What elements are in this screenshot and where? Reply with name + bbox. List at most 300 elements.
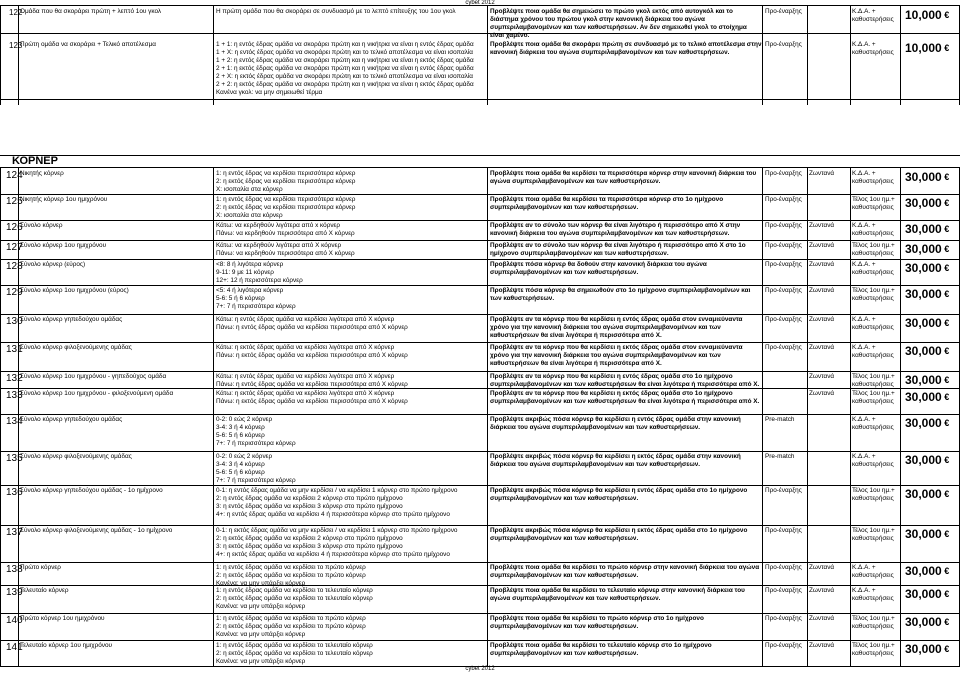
table-row: [0, 41, 960, 101]
bet-settlement: Κ.Δ.Α. + καθυστερήσεις: [852, 416, 894, 431]
euro-icon: €: [941, 589, 950, 599]
bet-description: Προβλέψτε αν το σύνολο των κόρνερ θα είναι λιγότερο ή περισσότερο από Χ στο 1ο ημίχρονο συμπεριλαμβανομένων και των καθυστερήσεων.: [490, 242, 746, 257]
bet-options: [216, 222, 480, 238]
bet-period: Ζωντανά: [809, 242, 835, 249]
column-divider: [18, 167, 19, 666]
euro-icon: €: [941, 617, 950, 627]
bet-status: Προ-έναρξης: [765, 615, 802, 622]
row-number: 135: [6, 453, 23, 464]
bet-type: Νικητής κόρνερ: [20, 170, 64, 177]
bet-status: Προ-έναρξης: [765, 8, 802, 15]
bet-settlement: Τέλος 1ου ημ.+ καθυστερήσεις: [852, 373, 895, 388]
bet-period: Ζωντανά: [809, 316, 835, 323]
bet-amount-value: 30,000: [905, 587, 942, 601]
bet-amount-value: 30,000: [905, 453, 942, 467]
bet-type: Σύνολο κόρνερ γηπεδούχου ομάδας: [20, 316, 123, 323]
bet-settlement: Τέλος 1ου ημ.+ καθυστερήσεις: [852, 390, 895, 405]
row-number: 129: [6, 287, 23, 298]
bet-amount: [905, 170, 957, 184]
row-divider: [0, 240, 960, 241]
bet-option: Κάτω: η εκτός έδρας ομάδα να κερδίσει λιγότερα από Χ κόρνερ: [216, 344, 395, 351]
bet-options: [216, 642, 480, 666]
row-divider: [0, 388, 960, 389]
row-divider: [0, 525, 960, 526]
column-divider: [900, 167, 901, 666]
bet-status: Pre-match: [765, 453, 795, 460]
bet-description: Προβλέψτε ποια ομάδα θα σκοράρει πρώτη σε συνδυασμό με το τελικό αποτέλεσμα στην κανονική διάρκεια του αγώνα συμπεριλαμβανομένων και των καθυστερήσεων.: [490, 41, 762, 56]
bet-description: Προβλέψτε αν το σύνολο των κόρνερ θα είναι λιγότερο ή περισσότερο από Χ στην κανονική διάρκεια του αγώνα συμπεριλαμβανομένων και των καθυστερήσεων.: [490, 222, 741, 237]
row-number: 128: [6, 261, 23, 272]
bet-amount: [905, 8, 957, 22]
bet-amount-value: 30,000: [905, 242, 942, 256]
row-divider: [0, 414, 960, 415]
bet-amount-value: 30,000: [905, 222, 942, 236]
table-row: [0, 222, 960, 242]
bet-option: 1 + 1: η εντός έδρας ομάδα να σκοράρει πρώτη και η νικήτρια να είναι η εντός έδρας ομάδα: [216, 41, 474, 48]
bet-option: Χ: ισοπαλία στα κόρνερ: [216, 212, 283, 219]
bet-settlement: Κ.Δ.Α. + καθυστερήσεις: [852, 587, 894, 602]
bet-option: Κανένα γκολ: να μην σημειωθεί τέρμα: [216, 89, 323, 96]
bet-option: 1: η εντός έδρας ομάδα να κερδίσει το τελευταίο κόρνερ: [216, 642, 373, 649]
euro-icon: €: [941, 529, 950, 539]
bet-amount: [905, 41, 957, 55]
bet-description: Προβλέψτε ακριβώς πόσα κόρνερ θα κερδίσει η εκτός έδρας ομάδα στο 1ο ημίχρονο συμπεριλαμβανομένων και των καθυστερήσεων.: [490, 527, 748, 542]
column-divider: [18, 5, 19, 105]
bet-period: Ζωντανά: [809, 373, 835, 380]
row-number: 139: [6, 587, 23, 598]
bet-option: 5-6: 5 ή 6 κόρνερ: [216, 469, 265, 476]
bet-option: 1: η εντός έδρας ομάδα να κερδίσει το πρώτο κόρνερ: [216, 615, 366, 622]
row-number: 123: [9, 41, 23, 50]
row-divider: [0, 99, 960, 100]
column-divider: [0, 5, 1, 105]
bet-options: [216, 416, 480, 448]
table-row: [0, 453, 960, 487]
bet-status: Προ-έναρξης: [765, 344, 802, 351]
column-divider: [213, 167, 214, 666]
bet-option: 3-4: 3 ή 4 κόρνερ: [216, 424, 265, 431]
bet-options: [216, 8, 480, 16]
bet-description: Προβλέψτε ποια ομάδα θα κερδίσει τα περισσότερα κόρνερ στην κανονική διάρκεια του αγώνα συμπεριλαμβανομένων και των καθυστερήσεων.: [490, 170, 757, 185]
table-row: [0, 416, 960, 453]
bet-option: <8: 8 ή λιγότερα κόρνερ: [216, 261, 284, 268]
euro-icon: €: [941, 263, 950, 273]
bet-option: 3: η εκτός έδρας ομάδα να κερδίσει 3 κόρνερ στο πρώτο ημίχρονο: [216, 543, 403, 550]
bet-type: Σύνολο κόρνερ 1ου ημιχρόνου - φιλοξενούμενη ομάδα: [20, 390, 174, 397]
bet-settlement: Τέλος 1ου ημ.+ καθυστερήσεις: [852, 242, 895, 257]
bet-description: Προβλέψτε αν τα κόρνερ που θα κερδίσει η εκτός έδρας ομάδα στο 1ο ημίχρονο συμπεριλαμβανομένων και των καθυστερήσεων θα είναι λιγότερα ή περισσότερα από Χ.: [490, 390, 760, 405]
bet-description: Προβλέψτε αν τα κόρνερ που θα κερδίσει η εντός έδρας ομάδα στον ενναμιεύναντα χρόνο για την κανονική διάρκεια του αγώνα συμπεριλαμβανομένων και των καθυστερήσεων θα είναι λιγότερα ή περισσότερα από Χ.: [490, 316, 743, 339]
bet-options: [216, 287, 480, 311]
column-divider: [807, 5, 808, 105]
bet-amount-value: 30,000: [905, 196, 942, 210]
bet-option: Κανένα: να μην υπάρξει κόρνερ: [216, 631, 306, 638]
column-divider: [900, 5, 901, 105]
euro-icon: €: [941, 43, 950, 53]
bet-status: Προ-έναρξης: [765, 287, 802, 294]
euro-icon: €: [941, 644, 950, 654]
bet-option: 3-4: 3 ή 4 κόρνερ: [216, 461, 265, 468]
euro-icon: €: [941, 244, 950, 254]
column-divider: [762, 5, 763, 105]
bet-description: Προβλέψτε πόσα κόρνερ θα δοθούν στην κανονική διάρκεια του αγώνα συμπεριλαμβανομένων και των καθυστερήσεων.: [490, 261, 707, 276]
bet-option: 12+: 12 ή περισσότερα κόρνερ: [216, 277, 303, 284]
bet-type: Σύνολο κόρνερ φιλοξενούμενης ομάδας - 1ο ημίχρονο: [20, 527, 173, 534]
euro-icon: €: [941, 318, 950, 328]
bet-option: 2: η εκτός έδρας να κερδίσει περισσότερα κόρνερ: [216, 204, 356, 211]
bet-settlement: Κ.Δ.Α. + καθυστερήσεις: [852, 170, 894, 185]
bet-amount-value: 30,000: [905, 642, 942, 656]
table-row: [0, 390, 960, 416]
bet-option: Κανένα: να μην υπάρξει κόρνερ: [216, 580, 306, 587]
row-number: 137: [6, 527, 23, 538]
row-number: 134: [6, 416, 23, 427]
bet-description: Προβλέψτε ποια ομάδα θα κερδίσει το πρώτο κόρνερ στην κανονική διάρκεια του αγώνα συμπεριλαμβανομένων και των καθυστερήσεων.: [490, 564, 760, 579]
euro-icon: €: [941, 289, 950, 299]
bet-type: Πρώτη ομάδα να σκοράρει + Τελικό αποτέλεσμα: [20, 41, 156, 48]
bet-options: [216, 453, 480, 485]
bet-option: 0-1: η εκτός έδρας ομάδα να μην κερδίσει / να κερδίσει 1 κόρνερ στο πρώτο ημίχρονο: [216, 527, 458, 534]
bet-description: Προβλέψτε ποια ομάδα θα κερδίσει το τελευταίο κόρνερ στο 1ο ημίχρονο συμπεριλαμβανομένων και των καθυστερήσεων.: [490, 642, 712, 657]
bet-option: Πάνω: να κερδηθούν περισσότερα από Χ κόρνερ: [216, 250, 355, 257]
bet-type: Σύνολο κόρνερ φιλοξενούμενης ομάδας: [20, 453, 132, 460]
bet-option: Η πρώτη ομάδα που θα σκοράρει σε συνδυασμό με το λεπτό επίτευξης του 1ου γκολ: [216, 8, 456, 15]
table-row: [0, 8, 960, 39]
bet-option: 0-1: η εντός έδρας ομάδα να μην κερδίσει / να κερδίσει 1 κόρνερ στο πρώτο ημίχρονο: [216, 487, 458, 494]
row-number: 131: [6, 344, 23, 355]
bet-status: Προ-έναρξης: [765, 527, 802, 534]
row-divider: [0, 285, 960, 286]
bet-amount-value: 30,000: [905, 261, 942, 275]
bet-amount-value: 30,000: [905, 416, 942, 430]
row-number: 136: [6, 487, 23, 498]
bet-amount: [905, 416, 957, 430]
bet-status: Προ-έναρξης: [765, 242, 802, 249]
bet-amount: [905, 564, 957, 578]
bet-amount-value: 30,000: [905, 564, 942, 578]
row-divider: [0, 220, 960, 221]
bet-description: Προβλέψτε ακριβώς πόσα κόρνερ θα κερδίσει η εκτός έδρας ομάδα στην κανονική διάρκεια του αγώνα συμπεριλαμβανομένων και των καθυστερήσεων.: [490, 453, 741, 468]
bet-option: 1 + 2: η εντός έδρας ομάδα να σκοράρει πρώτη και η νικήτρια να είναι η εκτός έδρας ομάδα: [216, 57, 474, 64]
bet-amount-value: 30,000: [905, 527, 942, 541]
bet-option: Πάνω: η εκτός έδρας ομάδα να κερδίσει περισσότερα από Χ κόρνερ: [216, 398, 408, 405]
bet-type: Σύνολο κόρνερ 1ου ημιχρόνου: [20, 242, 107, 249]
table-row: [0, 261, 960, 287]
euro-icon: €: [941, 418, 950, 428]
bet-options: [216, 587, 480, 611]
table-row: [0, 615, 960, 642]
row-divider: [0, 194, 960, 195]
bet-option: 1: η εντός έδρας ομάδα να κερδίσει το τελευταίο κόρνερ: [216, 587, 373, 594]
bet-description: Προβλέψτε αν τα κόρνερ που θα κερδίσει η εκτός έδρας ομάδα στον ενναμιεύναντα χρόνο για την κανονική διάρκεια του αγώνα συμπεριλαμβανομένων και των καθυστερήσεων θα είναι λιγότερα ή περισσότερα από Χ.: [490, 344, 743, 367]
bet-option: 3: η εντός έδρας ομάδα να κερδίσει 3 κόρνερ στο πρώτο ημίχρονο: [216, 503, 403, 510]
bet-option: Χ: ισοπαλία στα κόρνερ: [216, 186, 283, 193]
column-divider: [850, 167, 851, 666]
bet-type: Ομάδα που θα σκοράρει πρώτη + λεπτό 1ου γκολ: [20, 8, 162, 15]
row-number: 140: [6, 615, 23, 626]
bet-option: 1: η εντός έδρας να κερδίσει περισσότερα κόρνερ: [216, 170, 356, 177]
bet-amount-value: 30,000: [905, 344, 942, 358]
bet-option: Κάτω: η εκτός έδρας ομάδα να κερδίσει λιγότερα από Χ κόρνερ: [216, 390, 395, 397]
bet-amount: [905, 222, 957, 236]
bet-settlement: Τέλος 1ου ημ.+ καθυστερήσεις: [852, 615, 895, 630]
bet-options: [216, 373, 480, 389]
section-title: ΚΟΡΝΕΡ: [12, 155, 58, 167]
bet-option: 2 + 2: η εκτός έδρας ομάδα να σκοράρει πρώτη και η νικήτρια να είναι η εκτός έδρας ομάδα: [216, 81, 474, 88]
euro-icon: €: [941, 198, 950, 208]
bet-period: Ζωντανά: [809, 587, 835, 594]
bet-type: Σύνολο κόρνερ 1ου ημιχρόνου - γηπεδούχος ομάδα: [20, 373, 167, 380]
bet-option: 7+: 7 ή περισσότερα κόρνερ: [216, 477, 296, 484]
bet-option: Κάτω: να κερδηθούν λιγότερα από x κόρνερ: [216, 222, 341, 229]
bet-amount: [905, 196, 957, 210]
bet-description: Προβλέψτε ποια ομάδα θα κερδίσει τα περισσότερα κόρνερ στο 1ο ημίχρονο συμπεριλαμβανομένων και των καθυστερήσεων.: [490, 196, 724, 211]
euro-icon: €: [941, 375, 950, 385]
row-divider: [0, 259, 960, 260]
bet-option: 4+: η εντός έδρας ομάδα να κερδίσει 4 ή περισσότερα κόρνερ στο πρώτο ημίχρονο: [216, 511, 450, 518]
column-divider: [213, 5, 214, 105]
bet-amount: [905, 373, 957, 387]
bet-option: 2 + Χ: η εκτός έδρας ομάδα να σκοράρει πρώτη και το τελικό αποτέλεσμα να είναι ισοπαλία: [216, 73, 473, 80]
bet-period: Ζωντανά: [809, 261, 835, 268]
bet-option: Κάτω: η εντός έδρας ομάδα να κερδίσει λιγότερα από Χ κόρνερ: [216, 316, 395, 323]
column-divider: [487, 5, 488, 105]
bet-amount: [905, 487, 957, 501]
bet-options: [216, 316, 480, 332]
bet-amount: [905, 587, 957, 601]
bet-options: [216, 390, 480, 406]
section-header-corners: [0, 155, 960, 167]
bet-options: [216, 615, 480, 639]
row-number: 130: [6, 316, 23, 327]
euro-icon: €: [941, 566, 950, 576]
bet-options: [216, 527, 480, 559]
bet-description: Προβλέψτε ακριβώς πόσα κόρνερ θα κερδίσει η εντός έδρας ομάδα στο 1ο ημίχρονο συμπεριλαμβανομένων και των καθυστερήσεων.: [490, 487, 748, 502]
bet-status: Προ-έναρξης: [765, 316, 802, 323]
bet-status: Προ-έναρξης: [765, 222, 802, 229]
bet-amount: [905, 642, 957, 656]
bet-type: Σύνολο κόρνερ φιλοξενούμενης ομάδας: [20, 344, 132, 351]
table-row: [0, 196, 960, 222]
bet-amount-value: 10,000: [905, 8, 942, 22]
bet-description: Προβλέψτε αν τα κόρνερ που θα κερδίσει η εντός έδρας ομάδα στο 1ο ημίχρονο συμπεριλαμβανομένων και των καθυστερήσεων θα είναι λιγότερα ή περισσότερα από Χ.: [490, 373, 760, 388]
bet-status: Προ-έναρξης: [765, 41, 802, 48]
bet-amount: [905, 316, 957, 330]
table-row: [0, 527, 960, 564]
bet-option: Πάνω: η εκτός έδρας ομάδα να κερδίσει περισσότερα από Χ κόρνερ: [216, 352, 408, 359]
bet-settlement: Τέλος 1ου ημ.+ καθυστερήσεις: [852, 642, 895, 657]
bet-options: [216, 170, 480, 194]
bet-amount-value: 30,000: [905, 487, 942, 501]
bet-status: Προ-έναρξης: [765, 487, 802, 494]
bet-option: 4+: η εκτός έδρας ομάδα να κερδίσει 4 ή περισσότερα κόρνερ στο πρώτο ημίχρονο: [216, 551, 450, 558]
bet-options: [216, 41, 480, 97]
bet-amount: [905, 453, 957, 467]
bet-type: Σύνολο κόρνερ γηπεδούχου ομάδας - 1ο ημίχρονο: [20, 487, 163, 494]
bet-option: Πάνω: να κερδηθούν περισσότερα από Χ κόρνερ: [216, 230, 355, 237]
bet-description: Προβλέψτε πόσα κόρνερ θα σημειωθούν στο 1ο ημίχρονο συμπεριλαμβανομένων και των καθυστερήσεων.: [490, 287, 751, 302]
bet-settlement: Τέλος 1ου ημ.+ καθυστερήσεις: [852, 527, 895, 542]
bet-option: 5-6: 5 ή 6 κόρνερ: [216, 295, 265, 302]
bet-amount: [905, 615, 957, 629]
bet-type: Σύνολο κόρνερ 1ου ημιχρόνου (εύρος): [20, 287, 129, 294]
bet-options: [216, 196, 480, 220]
row-divider: [0, 562, 960, 563]
column-divider: [850, 5, 851, 105]
euro-icon: €: [941, 392, 950, 402]
row-divider: [0, 167, 960, 168]
table-row: [0, 316, 960, 344]
bet-type: Νικητής κόρνερ 1ου ημιχρόνου: [20, 196, 108, 203]
bet-option: 2: η εκτός έδρας να κερδίσει περισσότερα κόρνερ: [216, 178, 356, 185]
row-number: 126: [6, 222, 23, 233]
bet-type: Σύνολο κόρνερ: [20, 222, 63, 229]
bet-amount: [905, 344, 957, 358]
bet-settlement: Κ.Δ.Α. + καθυστερήσεις: [852, 8, 894, 23]
bet-option: 2: η εκτός έδρας ομάδα να κερδίσει το τελευταίο κόρνερ: [216, 650, 373, 657]
bet-period: Ζωντανά: [809, 390, 835, 397]
bet-amount-value: 30,000: [905, 170, 942, 184]
table-row: [0, 344, 960, 373]
bet-description: Προβλέψτε ποια ομάδα θα κερδίσει το πρώτο κόρνερ στο 1ο ημίχρονο συμπεριλαμβανομένων και των καθυστερήσεων.: [490, 615, 704, 630]
bet-description: Προβλέψτε ακριβώς πόσα κόρνερ θα κερδίσει η εντός έδρας ομάδα στην κανονική διάρκεια του αγώνα συμπεριλαμβανομένων και των καθυστερήσεων.: [490, 416, 741, 431]
table-row: [0, 564, 960, 587]
bet-option: 1: η εντός έδρας ομάδα να κερδίσει το πρώτο κόρνερ: [216, 564, 366, 571]
bet-amount: [905, 242, 957, 256]
euro-icon: €: [941, 455, 950, 465]
bet-amount: [905, 287, 957, 301]
bet-status: Προ-έναρξης: [765, 196, 802, 203]
bet-status: Προ-έναρξης: [765, 587, 802, 594]
row-number: 138: [6, 564, 23, 575]
column-divider: [0, 167, 1, 666]
bet-options: [216, 261, 480, 285]
row-divider: [0, 451, 960, 452]
row-divider: [0, 5, 960, 6]
table-row: [0, 587, 960, 615]
bet-period: Ζωντανά: [809, 642, 835, 649]
bet-amount: [905, 527, 957, 541]
bet-settlement: Κ.Δ.Α. + καθυστερήσεις: [852, 564, 894, 579]
bet-amount-value: 30,000: [905, 615, 942, 629]
bet-option: Κανένα: να μην υπάρξει κόρνερ: [216, 658, 306, 665]
bet-option: 0-2: 0 εώς 2 κόρνερ: [216, 416, 273, 423]
bet-status: Προ-έναρξης: [765, 564, 802, 571]
bet-option: Κάτω: να κερδηθούν λιγότερα από Χ κόρνερ: [216, 242, 342, 249]
bet-option: <5: 4 ή λιγότερα κόρνερ: [216, 287, 284, 294]
bet-type: Σύνολο κόρνερ (εύρος): [20, 261, 86, 268]
bet-type: Πρώτο κόρνερ: [20, 564, 61, 571]
row-divider: [0, 371, 960, 372]
bet-settlement: Κ.Δ.Α. + καθυστερήσεις: [852, 261, 894, 276]
bet-period: Ζωντανά: [809, 222, 835, 229]
page-header: cybet 2012: [465, 0, 495, 6]
page-footer: cybet 2012: [465, 666, 495, 672]
bet-status: Pre-match: [765, 416, 795, 423]
row-divider: [0, 485, 960, 486]
bet-period: Ζωντανά: [809, 170, 835, 177]
table-row: [0, 287, 960, 316]
row-number: 122: [9, 8, 23, 17]
row-divider: [0, 342, 960, 343]
bet-option: 7+: 7 ή περισσότερα κόρνερ: [216, 303, 296, 310]
bet-options: [216, 487, 480, 519]
row-divider: [0, 640, 960, 641]
row-number: 132: [6, 373, 23, 384]
bet-type: Τελευταίο κόρνερ: [20, 587, 69, 594]
bet-option: Πάνω: η εντός έδρας ομάδα να κερδίσει περισσότερα από Χ κόρνερ: [216, 381, 408, 388]
bet-description: Προβλέψτε ποια ομάδα θα κερδίσει το τελευταίο κόρνερ στην κανονική διάρκεια του αγώνα συμπεριλαμβανομένων και των καθυστερήσεων.: [490, 587, 745, 602]
bet-option: 2: η εκτός έδρας ομάδα να κερδίσει το τελευταίο κόρνερ: [216, 595, 373, 602]
table-row: [0, 642, 960, 668]
bet-amount-value: 30,000: [905, 287, 942, 301]
euro-icon: €: [941, 10, 950, 20]
euro-icon: €: [941, 172, 950, 182]
bet-option: 1 + Χ: η εντός έδρας ομάδα να σκοράρει πρώτη και το τελικό αποτέλεσμα να είναι ισοπαλία: [216, 49, 473, 56]
bet-option: Κανένα: να μην υπάρξει κόρνερ: [216, 603, 306, 610]
column-divider: [762, 167, 763, 666]
bet-settlement: Κ.Δ.Α. + καθυστερήσεις: [852, 222, 894, 237]
bet-option: 0-2: 0 εώς 2 κόρνερ: [216, 453, 273, 460]
row-number: 124: [6, 170, 23, 181]
bet-option: Πάνω: η εντός έδρας ομάδα να κερδίσει περισσότερα από Χ κόρνερ: [216, 324, 408, 331]
row-divider: [0, 33, 960, 34]
bet-option: Κάτω: η εντός έδρας ομάδα να κερδίσει λιγότερα από Χ κόρνερ: [216, 373, 395, 380]
bet-settlement: Κ.Δ.Α. + καθυστερήσεις: [852, 316, 894, 331]
bet-settlement: Τέλος 1ου ημ.+ καθυστερήσεις: [852, 287, 895, 302]
bet-description: Προβλέψτε ποια ομάδα θα σημειώσει το πρώτο γκολ εκτός από αυτογκόλ και το διάστημα χρόνου του πρώτου γκολ στην κανονική διάρκεια του αγώνα συμπεριλαμβανομένων και των καθυστερήσεων. Αν δεν σημειωθεί γκολ το στοίχημα είναι χαμένο.: [490, 8, 747, 39]
bet-type: Σύνολο κόρνερ γηπεδούχου ομάδας: [20, 416, 123, 423]
bet-status: Προ-έναρξης: [765, 261, 802, 268]
row-divider: [0, 613, 960, 614]
bet-option: 2: η εκτός έδρας ομάδα να κερδίσει 2 κόρνερ στο πρώτο ημίχρονο: [216, 535, 403, 542]
euro-icon: €: [941, 489, 950, 499]
bet-period: Ζωντανά: [809, 615, 835, 622]
bet-period: Ζωντανά: [809, 287, 835, 294]
bet-options: [216, 344, 480, 360]
bet-option: 2: η εκτός έδρας ομάδα να κερδίσει το πρώτο κόρνερ: [216, 623, 366, 630]
table-row: [0, 170, 960, 196]
bet-status: Προ-έναρξης: [765, 642, 802, 649]
bet-amount-value: 10,000: [905, 41, 942, 55]
row-divider: [0, 314, 960, 315]
bet-option: 5-6: 5 ή 6 κόρνερ: [216, 432, 265, 439]
bet-option: 7+: 7 ή περισσότερα κόρνερ: [216, 440, 296, 447]
bet-settlement: Κ.Δ.Α. + καθυστερήσεις: [852, 41, 894, 56]
column-divider: [807, 167, 808, 666]
bet-amount: [905, 390, 957, 404]
bet-period: Ζωντανά: [809, 344, 835, 351]
bet-type: Πρώτο κόρνερ 1ου ημιχρόνου: [20, 615, 105, 622]
table-row: [0, 487, 960, 527]
row-divider: [0, 585, 960, 586]
row-number: 125: [6, 196, 23, 207]
bet-settlement: Κ.Δ.Α. + καθυστερήσεις: [852, 453, 894, 468]
row-number: 141: [6, 642, 23, 653]
bet-period: Ζωντανά: [809, 564, 835, 571]
bet-amount-value: 30,000: [905, 390, 942, 404]
bet-option: 9-11: 9 με 11 κόρνερ: [216, 269, 274, 276]
bet-amount: [905, 261, 957, 275]
row-number: 127: [6, 242, 23, 253]
euro-icon: €: [941, 346, 950, 356]
row-number: 133: [6, 390, 23, 401]
bet-amount-value: 30,000: [905, 316, 942, 330]
bet-settlement: Τέλος 1ου ημ.+ καθυστερήσεις: [852, 487, 895, 502]
bet-option: 2 + 1: η εκτός έδρας ομάδα να σκοράρει πρώτη και η νικήτρια να είναι η εντός έδρας ομάδα: [216, 65, 474, 72]
bet-options: [216, 242, 480, 258]
column-divider: [487, 167, 488, 666]
